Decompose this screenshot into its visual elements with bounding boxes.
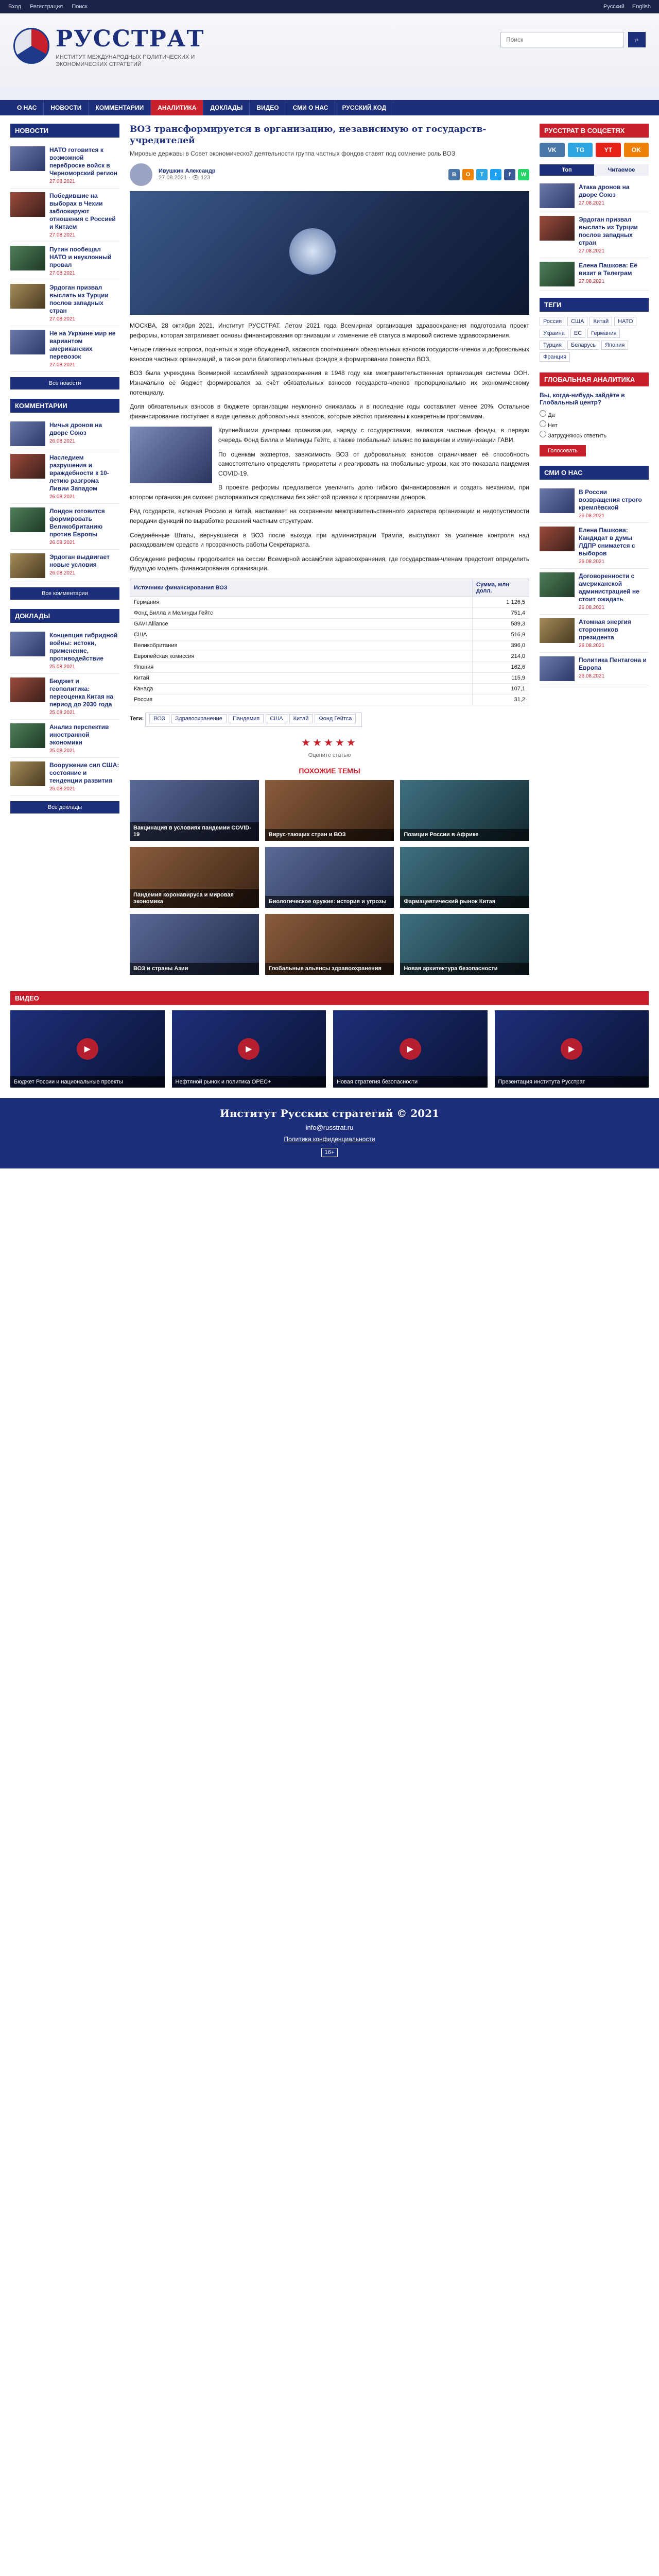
funding-source: Великобритания xyxy=(130,640,473,651)
article-paragraph: Обсуждение реформы продолжится на сессии Всемирной ассамблеи здравоохранения, где государствам-членам предстоит определить будущую модель финансирования организации. xyxy=(130,555,529,572)
related-card[interactable] xyxy=(130,780,259,841)
article-hero-image xyxy=(130,191,529,315)
list-item-thumbnail[interactable] xyxy=(540,262,575,286)
article-date: 27.08.2021 xyxy=(159,175,187,181)
related-card[interactable] xyxy=(400,914,529,975)
list-item-text xyxy=(579,262,649,286)
news-block-title: НОВОСТИ xyxy=(10,124,119,138)
nav-media[interactable]: СМИ О НАС xyxy=(286,100,336,115)
list-item-thumbnail[interactable] xyxy=(540,216,575,241)
related-card-title[interactable]: Биологическое оружие: история и угрозы xyxy=(265,896,394,908)
table-row xyxy=(130,662,529,673)
article-body xyxy=(130,321,529,573)
odnoklassniki-icon[interactable]: OK xyxy=(624,143,649,157)
table-row xyxy=(130,694,529,705)
list-item-thumbnail[interactable] xyxy=(540,572,575,597)
list-item-text xyxy=(49,146,119,184)
list-item[interactable] xyxy=(10,504,119,550)
article xyxy=(130,124,529,986)
list-item[interactable] xyxy=(540,523,649,569)
site-header xyxy=(0,13,659,100)
list-item-title[interactable]: Путин пообещал НАТО и неуклонный провал xyxy=(49,246,112,268)
list-item-date: 25.08.2021 xyxy=(49,748,76,754)
list-item[interactable] xyxy=(10,450,119,504)
search-button[interactable] xyxy=(628,32,646,47)
media-block-title: СМИ О НАС xyxy=(540,466,649,480)
list-item-date: 27.08.2021 xyxy=(49,362,76,368)
logo-subtitle: ИНСТИТУТ МЕЖДУНАРОДНЫХ ПОЛИТИЧЕСКИХ И ЭКОНОМИЧЕСКИХ СТРАТЕГИЙ xyxy=(56,54,195,68)
video-card-title[interactable]: Бюджет России и национальные проекты xyxy=(10,1076,165,1088)
list-item-text xyxy=(49,761,119,792)
site-footer xyxy=(0,1098,659,1168)
funding-source: GAVI Alliance xyxy=(130,619,473,630)
list-item-title[interactable]: НАТО готовится к возможной переброске войск в Черноморский регион xyxy=(49,146,117,177)
all-reports-button[interactable]: Все доклады xyxy=(10,801,119,814)
play-icon[interactable]: ▶ xyxy=(400,1038,421,1060)
funding-amount: 516,9 xyxy=(473,630,529,640)
login-link[interactable]: Вход xyxy=(8,4,21,10)
list-item-title[interactable]: Лондон готовится формировать Великобританию против Европы xyxy=(49,507,105,538)
author-name[interactable]: Ивушкин Александр xyxy=(159,168,216,175)
video-card[interactable] xyxy=(333,1010,488,1088)
list-item-date: 26.08.2021 xyxy=(579,513,605,519)
play-icon[interactable]: ▶ xyxy=(561,1038,582,1060)
table-row xyxy=(130,651,529,662)
poll-question: Вы, когда-нибудь зайдёте в Глобальный центр? xyxy=(540,392,625,406)
funding-source: Канада xyxy=(130,684,473,694)
all-comments-button[interactable]: Все комментарии xyxy=(10,587,119,600)
video-block-title: ВИДЕО xyxy=(10,991,649,1005)
list-item-title[interactable]: Елена Пашкова: Кандидат в думы ЛДПР снимается с выборов xyxy=(579,527,635,557)
video-card[interactable] xyxy=(172,1010,326,1088)
top-tabs xyxy=(540,164,649,176)
list-item-text xyxy=(49,553,119,578)
footer-email[interactable]: info@russtrat.ru xyxy=(305,1124,354,1132)
register-link[interactable]: Регистрация xyxy=(29,4,63,10)
funding-amount: 589,3 xyxy=(473,619,529,630)
share-vk-icon[interactable]: В xyxy=(448,169,460,180)
list-item-text xyxy=(579,488,649,519)
nav-comments[interactable]: КОММЕНТАРИИ xyxy=(89,100,151,115)
list-item-date: 25.08.2021 xyxy=(49,664,76,670)
list-item-title[interactable]: Елена Пашкова: Её визит в Телеграм xyxy=(579,262,637,277)
nav-video[interactable]: ВИДЕО xyxy=(250,100,286,115)
funding-table-header-source: Источники финансирования ВОЗ xyxy=(130,579,473,597)
list-item-text xyxy=(49,632,119,670)
funding-amount: 115,9 xyxy=(473,673,529,684)
view-count: 123 xyxy=(200,175,211,181)
list-item-text xyxy=(49,246,119,276)
list-item-title[interactable]: Политика Пентагона и Европа xyxy=(579,656,647,671)
search-input[interactable] xyxy=(500,32,624,47)
related-card-title[interactable]: Вакцинация в условиях пандемии COVID-19 xyxy=(130,822,259,841)
list-item[interactable] xyxy=(540,653,649,685)
list-item-thumbnail[interactable] xyxy=(10,507,45,532)
share-buttons xyxy=(448,169,529,180)
video-card-title[interactable]: Презентация института Русстрат xyxy=(495,1076,649,1088)
table-row xyxy=(130,640,529,651)
news-list xyxy=(10,143,119,372)
video-card-title[interactable]: Новая стратегия безопасности xyxy=(333,1076,488,1088)
list-item-thumbnail[interactable] xyxy=(10,553,45,578)
left-sidebar xyxy=(10,124,119,986)
list-item-title[interactable]: Эрдоган призвал выслать из Турции послов западных стран xyxy=(49,284,109,314)
article-paragraph: Соединённые Штаты, вернувшиеся в ВОЗ после выхода при администрации Трампа, выступают за усиление контроля над расходованием средств и прозрачность работы Секретариата. xyxy=(130,531,529,549)
cloud-tag[interactable]: США xyxy=(567,317,587,326)
list-item-date: 27.08.2021 xyxy=(49,179,76,184)
media-list xyxy=(540,485,649,685)
footer-copyright: Институт Русских стратегий © 2021 xyxy=(220,1107,439,1120)
poll-option[interactable] xyxy=(540,410,649,418)
related-grid xyxy=(130,780,529,975)
poll-option[interactable] xyxy=(540,431,649,439)
video-card[interactable] xyxy=(10,1010,165,1088)
list-item-text xyxy=(49,192,119,238)
list-item[interactable] xyxy=(10,189,119,242)
list-item[interactable] xyxy=(10,242,119,280)
page-layout xyxy=(0,115,659,986)
list-item-text xyxy=(579,656,649,681)
social-block-title: РУССТРАТ В СОЦСЕТЯХ xyxy=(540,124,649,138)
related-card[interactable] xyxy=(400,847,529,908)
tab-top[interactable]: Топ xyxy=(540,164,594,176)
poll-radio[interactable] xyxy=(540,431,546,437)
top-list xyxy=(540,180,649,291)
list-item-text xyxy=(49,677,119,716)
table-row xyxy=(130,673,529,684)
list-item-text xyxy=(49,284,119,322)
language-switch xyxy=(597,4,651,10)
list-item[interactable] xyxy=(540,212,649,258)
list-item[interactable] xyxy=(10,418,119,450)
related-card[interactable] xyxy=(265,847,394,908)
top-links xyxy=(8,4,95,10)
tag-cloud xyxy=(540,317,649,364)
funding-amount: 162,6 xyxy=(473,662,529,673)
nav-analytics[interactable]: АНАЛИТИКА xyxy=(151,100,203,115)
tags-label: Теги: xyxy=(130,716,144,722)
related-card[interactable] xyxy=(265,780,394,841)
list-item-date: 25.08.2021 xyxy=(49,786,76,792)
list-item-date: 26.08.2021 xyxy=(49,494,76,500)
list-item[interactable] xyxy=(10,280,119,326)
related-card-title[interactable]: Фармацевтический рынок Китая xyxy=(400,896,529,908)
list-item[interactable] xyxy=(540,615,649,653)
poll-option-label: Да xyxy=(548,412,555,418)
list-item-date: 26.08.2021 xyxy=(579,605,605,611)
list-item-thumbnail[interactable] xyxy=(540,527,575,551)
cloud-tag[interactable]: Россия xyxy=(540,317,565,326)
related-card-title[interactable]: ВОЗ и страны Азии xyxy=(130,963,259,975)
list-item-title[interactable]: Эрдоган призвал выслать из Турции послов западных стран xyxy=(579,216,638,246)
article-paragraph: Крупнейшими донорами организации, наряду с государствами, являются частные фонды, в первую очередь Фонд Билла и Мелинды Гейтс, а также глобальный альянс по вакцинам и иммунизации ГАВИ. xyxy=(218,427,529,444)
play-icon[interactable]: ▶ xyxy=(77,1038,98,1060)
logo-text: РУССТРАТ xyxy=(56,26,205,52)
list-item-thumbnail[interactable] xyxy=(10,246,45,270)
list-item-text xyxy=(579,527,649,565)
article-paragraph: Четыре главных вопроса, поднятых в ходе обсуждений, касаются соотношения обязательных взносов государств-членов и добровольных взносов частных организаций, а также роли благотворительных фондов в формировании повестки ВОЗ. xyxy=(130,346,529,363)
cloud-tag[interactable]: Япония xyxy=(601,341,628,350)
table-row xyxy=(130,608,529,619)
list-item-thumbnail[interactable] xyxy=(10,330,45,354)
article-tag[interactable]: США xyxy=(266,714,287,723)
list-item[interactable] xyxy=(540,258,649,291)
share-whatsapp-icon[interactable]: W xyxy=(518,169,529,180)
list-item-title[interactable]: Бюджет и геополитика: переоценка Китая на период до 2030 года xyxy=(49,677,114,708)
funding-amount: 31,2 xyxy=(473,694,529,705)
list-item-date: 27.08.2021 xyxy=(49,316,76,322)
list-item-text xyxy=(579,572,649,611)
list-item-thumbnail[interactable] xyxy=(540,656,575,681)
article-tag[interactable]: Здравоохранение xyxy=(171,714,227,723)
main-nav xyxy=(0,100,659,115)
youtube-icon[interactable]: YT xyxy=(596,143,621,157)
share-telegram-icon[interactable]: T xyxy=(476,169,488,180)
list-item-thumbnail[interactable] xyxy=(10,284,45,309)
telegram-icon[interactable]: TG xyxy=(568,143,593,157)
list-item-thumbnail[interactable] xyxy=(10,421,45,446)
list-item-title[interactable]: Договоренности с американской администрацией не стоит ожидать xyxy=(579,572,639,603)
article-paragraph: ВОЗ была учреждена Всемирной ассамблеей здравоохранения в 1948 году как межправительственная организация системы ООН. Изначально её бюджет формировался за счёт обязательных взносов государств-членов пропорционально их экономическому потенциалу. xyxy=(130,369,529,396)
list-item[interactable] xyxy=(10,758,119,796)
poll-option-label: Нет xyxy=(548,422,558,429)
list-item-thumbnail[interactable] xyxy=(10,454,45,479)
table-row xyxy=(130,630,529,640)
nav-russian-code[interactable]: РУССКИЙ КОД xyxy=(335,100,393,115)
list-item-date: 26.08.2021 xyxy=(49,570,76,576)
list-item-text xyxy=(49,507,119,546)
list-item-title[interactable]: В России возвращения строго кремлёвской xyxy=(579,488,642,511)
related-card[interactable] xyxy=(130,847,259,908)
list-item-text xyxy=(49,421,119,446)
list-item-text xyxy=(49,330,119,368)
rating-label: Оцените статью xyxy=(308,752,351,759)
funding-table-header-amount: Сумма, млн долл. xyxy=(473,579,529,597)
list-item[interactable] xyxy=(10,674,119,720)
article-title: ВОЗ трансформируется в организацию, независимую от государств-учредителей xyxy=(130,124,487,146)
comments-block-title: КОММЕНТАРИИ xyxy=(10,399,119,413)
vk-icon[interactable]: VK xyxy=(540,143,565,157)
lang-ru[interactable]: Русский xyxy=(603,4,625,10)
share-facebook-icon[interactable]: f xyxy=(504,169,515,180)
article-lead: Мировые державы в Совет экономической деятельности группа частных фондов ставят под сомнение роль ВОЗ xyxy=(130,150,456,158)
list-item-date: 26.08.2021 xyxy=(579,643,605,649)
list-item-title[interactable]: Не на Украине мир не вариантом американских перевозок xyxy=(49,330,116,360)
list-item[interactable] xyxy=(10,628,119,674)
list-item[interactable] xyxy=(10,143,119,189)
article-paragraph: В проекте реформы предлагается увеличить долю гибкого финансирования и создать механизм, при котором организация сможет распоряжаться средствами без жёсткой привязки к программам доноров. xyxy=(130,484,529,501)
list-item-title[interactable]: Наследием разрушения и враждебности к 10-летию разгрома Ливии Западом xyxy=(49,454,109,492)
table-row xyxy=(130,619,529,630)
related-card-title[interactable]: Вирус-тающих стран и ВОЗ xyxy=(265,829,394,841)
header-search xyxy=(500,32,646,47)
cloud-tag[interactable]: Китай xyxy=(589,317,612,326)
funding-amount: 396,0 xyxy=(473,640,529,651)
author-avatar[interactable] xyxy=(130,163,152,186)
cloud-tag[interactable]: Турция xyxy=(540,341,565,350)
article-tags xyxy=(130,713,529,729)
list-item-thumbnail[interactable] xyxy=(10,761,45,786)
related-card[interactable] xyxy=(265,914,394,975)
article-tag[interactable]: Пандемия xyxy=(229,714,264,723)
play-icon[interactable]: ▶ xyxy=(238,1038,259,1060)
search-link[interactable]: Поиск xyxy=(72,4,88,10)
poll-radio[interactable] xyxy=(540,420,546,427)
funding-source: Фонд Билла и Мелинды Гейтс xyxy=(130,608,473,619)
cloud-tag[interactable]: Беларусь xyxy=(567,341,599,350)
share-ok-icon[interactable]: О xyxy=(462,169,474,180)
article-tag[interactable]: Китай xyxy=(289,714,313,723)
article-meta: Ивушкин Александр 27.08.2021 · 👁 123 В О T t f W xyxy=(130,163,529,186)
list-item-date: 25.08.2021 xyxy=(49,710,76,716)
list-item-date: 26.08.2021 xyxy=(579,673,605,679)
funding-source: Япония xyxy=(130,662,473,673)
article-paragraph: Ряд государств, включая Россию и Китай, настаивает на сохранении межправительственного характера организации и недопустимости передачи функций по выработке решений частным структурам. xyxy=(130,507,529,525)
list-item-date: 27.08.2021 xyxy=(49,232,76,238)
video-section xyxy=(10,991,649,1088)
funding-amount: 107,1 xyxy=(473,684,529,694)
list-item-date: 27.08.2021 xyxy=(579,279,605,284)
privacy-policy-link[interactable]: Политика конфиденциальности xyxy=(284,1136,375,1143)
nav-reports[interactable]: ДОКЛАДЫ xyxy=(203,100,250,115)
top-bar xyxy=(0,0,659,13)
reports-list xyxy=(10,628,119,796)
cloud-tag[interactable]: Украина xyxy=(540,329,568,338)
article-paragraph: МОСКВА, 28 октября 2021, Институт РУССТРАТ. Летом 2021 года Всемирная организация здравоохранения подготовила проект реформы, которая затрагивает основы финансирования организации и изменение её статуса в мировой системе здравоохранения. xyxy=(130,321,529,339)
list-item-thumbnail[interactable] xyxy=(10,146,45,171)
list-item-thumbnail[interactable] xyxy=(10,677,45,702)
related-card[interactable] xyxy=(130,914,259,975)
comments-list xyxy=(10,418,119,582)
list-item-text xyxy=(49,454,119,500)
nav-news[interactable]: НОВОСТИ xyxy=(44,100,89,115)
cloud-tag[interactable]: Германия xyxy=(587,329,620,338)
eye-icon: 👁 xyxy=(192,175,199,181)
list-item[interactable] xyxy=(540,569,649,615)
lang-en[interactable]: English xyxy=(632,4,651,10)
list-item-title[interactable]: Вооружение сил США: состояние и тенденции развития xyxy=(49,761,119,784)
cloud-tag[interactable]: Франция xyxy=(540,352,570,362)
vote-button[interactable]: Голосовать xyxy=(540,445,586,456)
list-item-title[interactable]: Атака дронов на дворе Союз xyxy=(579,183,630,198)
all-news-button[interactable]: Все новости xyxy=(10,377,119,389)
list-item-date: 26.08.2021 xyxy=(579,559,605,565)
list-item-date: 27.08.2021 xyxy=(579,200,605,206)
list-item-text xyxy=(49,723,119,754)
rating-stars[interactable]: ★★★★★ xyxy=(301,737,358,749)
article-paragraph: По оценкам экспертов, зависимость ВОЗ от добровольных взносов ограничивает её способность самостоятельно определять приоритеты и реагировать на глобальные угрозы, как это показала пандемия COVID-19. xyxy=(218,450,529,477)
funding-source: Европейская комиссия xyxy=(130,651,473,662)
reports-block-title: ДОКЛАДЫ xyxy=(10,609,119,623)
related-card-title[interactable]: Позиции России в Африке xyxy=(400,829,529,841)
list-item-thumbnail[interactable] xyxy=(540,488,575,513)
related-title: ПОХОЖИЕ ТЕМЫ xyxy=(299,767,360,775)
related-card-title[interactable]: Глобальные альянсы здравоохранения xyxy=(265,963,394,975)
funding-table xyxy=(130,579,529,705)
share-twitter-icon[interactable]: t xyxy=(490,169,501,180)
cloud-tag[interactable]: НАТО xyxy=(614,317,636,326)
list-item-thumbnail[interactable] xyxy=(540,183,575,208)
list-item-title[interactable]: Ничья дронов на дворе Союз xyxy=(49,421,102,436)
list-item-text xyxy=(579,183,649,208)
search-icon: ⌕ xyxy=(634,35,639,44)
poll xyxy=(540,392,649,466)
table-row xyxy=(130,684,529,694)
list-item-date: 26.08.2021 xyxy=(49,438,76,444)
video-row xyxy=(10,1010,649,1088)
list-item[interactable] xyxy=(10,550,119,582)
article-inline-image xyxy=(130,427,212,483)
cloud-tag[interactable]: ЕС xyxy=(570,329,585,338)
age-rating-badge: 16+ xyxy=(321,1148,338,1157)
nav-about[interactable]: О НАС xyxy=(10,100,44,115)
funding-source: Россия xyxy=(130,694,473,705)
poll-option[interactable] xyxy=(540,420,649,429)
geo-block-title: ГЛОБАЛЬНАЯ АНАЛИТИКА xyxy=(540,372,649,386)
funding-amount: 1 126,5 xyxy=(473,597,529,608)
list-item-thumbnail[interactable] xyxy=(540,618,575,643)
list-item-thumbnail[interactable] xyxy=(10,723,45,748)
list-item-title[interactable]: Атомная энергия сторонников президента xyxy=(579,618,631,641)
funding-source: Германия xyxy=(130,597,473,608)
related-card-title[interactable]: Пандемия коронавируса и мировая экономика xyxy=(130,889,259,908)
table-row xyxy=(130,597,529,608)
tab-read[interactable]: Читаемое xyxy=(594,164,649,176)
social-links xyxy=(540,143,649,157)
video-card[interactable] xyxy=(495,1010,649,1088)
list-item-thumbnail[interactable] xyxy=(10,192,45,217)
list-item-date: 27.08.2021 xyxy=(49,270,76,276)
video-card-title[interactable]: Нефтяной рынок и политика OPEC+ xyxy=(172,1076,326,1088)
poll-radio[interactable] xyxy=(540,410,546,417)
list-item-date: 27.08.2021 xyxy=(579,248,605,254)
article-tag[interactable]: Фонд Гейтса xyxy=(315,714,356,723)
funding-amount: 751,4 xyxy=(473,608,529,619)
list-item[interactable] xyxy=(10,326,119,372)
list-item[interactable] xyxy=(540,180,649,212)
article-tag[interactable]: ВОЗ xyxy=(149,714,169,723)
funding-source: Китай xyxy=(130,673,473,684)
list-item-text xyxy=(579,618,649,649)
poll-option-label: Затрудняюсь ответить xyxy=(548,433,607,439)
list-item-title[interactable]: Концепция гибридной войны: истоки, применение, противодействие xyxy=(49,632,118,662)
logo-emblem-icon xyxy=(13,28,49,64)
list-item-title[interactable]: Эрдоган выдвигает новые условия xyxy=(49,553,110,568)
list-item-title[interactable]: Анализ перспектив иностранной экономики xyxy=(49,723,109,746)
related-card-title[interactable]: Новая архитектура безопасности xyxy=(400,963,529,975)
tag-cloud-title: ТЕГИ xyxy=(540,298,649,312)
funding-amount: 214,0 xyxy=(473,651,529,662)
funding-source: США xyxy=(130,630,473,640)
list-item[interactable] xyxy=(540,485,649,523)
list-item-text xyxy=(579,216,649,254)
right-sidebar xyxy=(540,124,649,986)
list-item-thumbnail[interactable] xyxy=(10,632,45,656)
list-item-date: 26.08.2021 xyxy=(49,540,76,546)
list-item[interactable] xyxy=(10,720,119,758)
article-paragraph: Доля обязательных взносов в бюджете организации неуклонно снижалась и в последние годы составляет менее 20%. Остальное финансирование поступает в виде целевых добровольных взносов, которые жёстко привязаны к конкретным программам. xyxy=(130,403,529,420)
related-card[interactable] xyxy=(400,780,529,841)
list-item-title[interactable]: Победившие на выборах в Чехии заблокируют отношения с Россией и Китаем xyxy=(49,192,116,230)
